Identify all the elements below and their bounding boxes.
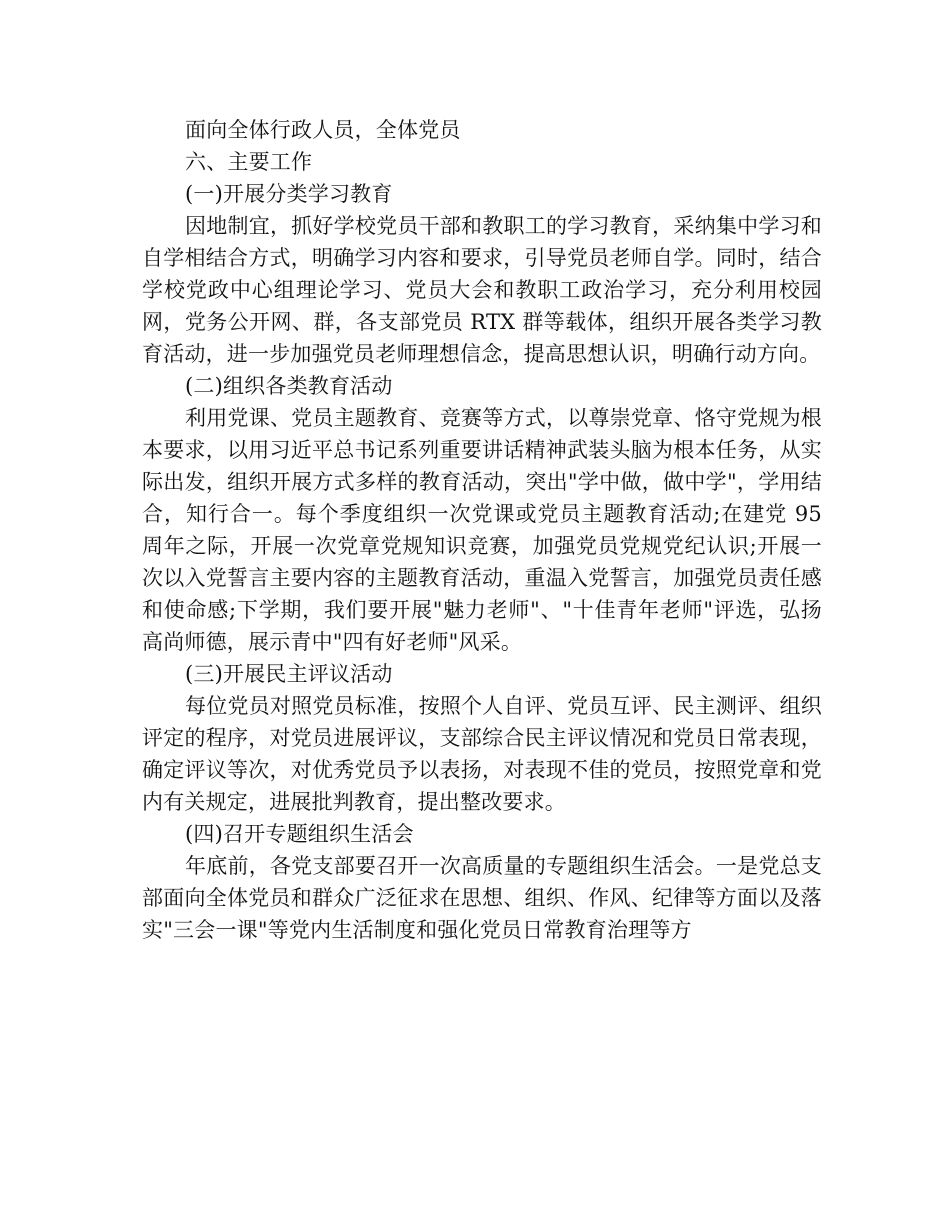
subheading-life-meeting: (四)召开专题组织生活会 xyxy=(185,822,414,846)
paragraph-audience: 面向全体行政人员，全体党员 xyxy=(185,118,461,142)
paragraph-life-meeting: 年底前，各党支部要召开一次高质量的专题组织生活会。一是党总支部面向全体党员和群众广泛征求在思想、组织、作风、纪律等方面以及落实"三会一课"等党内生活制度和强化党员日常教育治理等方 xyxy=(142,854,822,942)
paragraph-democratic-review: 每位党员对照党员标准，按照个人自评、党员互评、民主测评、组织评定的程序，对党员进展评议，支部综合民主评议情况和党员日常表现，确定评议等次，对优秀党员予以表扬，对表现不佳的党员，按照党章和党内有关规定，进展批判教育，提出整改要求。 xyxy=(142,694,822,814)
document-body xyxy=(142,114,822,946)
section-heading-main-work: 六、主要工作 xyxy=(185,150,313,174)
paragraph-study-education: 因地制宜，抓好学校党员干部和教职工的学习教育，采纳集中学习和自学相结合方式，明确学习内容和要求，引导党员老师自学。同时，结合学校党政中心组理论学习、党员大会和教职工政治学习，充分利用校园网，党务公开网、群，各支部党员 RTX 群等载体，组织开展各类学习教育活动，进一步加强党员老师理想信念，提高思想认识，明确行动方向。 xyxy=(142,214,822,366)
subheading-education-activities: (二)组织各类教育活动 xyxy=(185,374,393,398)
paragraph-education-activities: 利用党课、党员主题教育、竞赛等方式，以尊崇党章、恪守党规为根本要求，以用习近平总书记系列重要讲话精神武装头脑为根本任务，从实际出发，组织开展方式多样的教育活动，突出"学中做，做中学"，学用结合，知行合一。每个季度组织一次党课或党员主题教育活动;在建党 95 周年之际，开展一次党章党规知识竞赛，加强党员党规党纪认识;开展一次以入党誓言主要内容的主题教育活动，重温入党誓言，加强党员责任感和使命感;下学期，我们要开展"魅力老师"、"十佳青年老师"评选，弘扬高尚师德，展示青中"四有好老师"风采。 xyxy=(142,406,822,654)
subheading-study-education: (一)开展分类学习教育 xyxy=(185,182,393,206)
subheading-democratic-review: (三)开展民主评议活动 xyxy=(185,662,393,686)
